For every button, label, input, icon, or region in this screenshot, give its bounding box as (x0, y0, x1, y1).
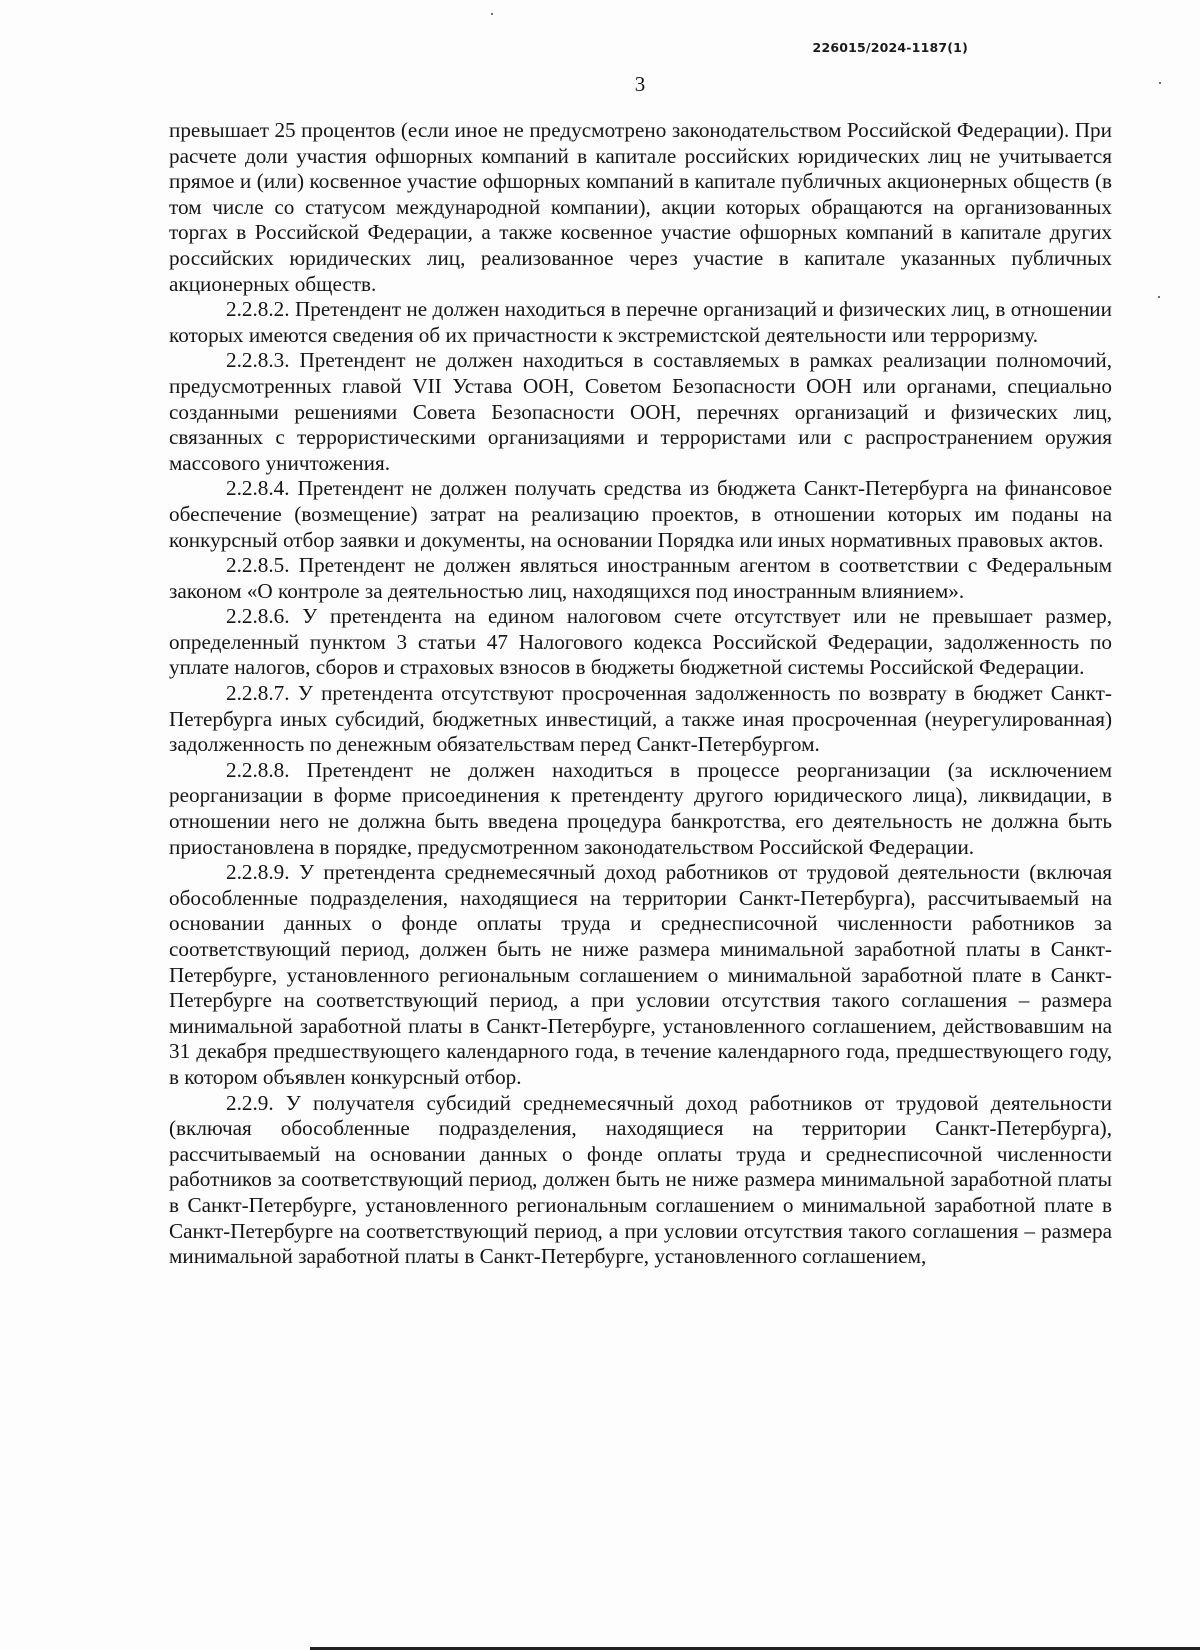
paragraph-continuation: превышает 25 процентов (если иное не предусмотрено законодательством Российской Федерации). При расчете доли участия офшорных компаний в капитале российских юридических лиц не учитывается прямое и (или) косвенное участие офшорных компаний в капитале публичных акционерных обществ (в том числе со статусом международной компании), акции которых обращаются на организованных торгах в Российской Федерации, а также косвенное участие офшорных компаний в капитале других российских юридических лиц, реализованное через участие в капитале указанных публичных акционерных обществ. (169, 118, 1112, 296)
scan-speck (1158, 296, 1160, 298)
page-number: 3 (634, 72, 646, 96)
document-body (169, 118, 1112, 1270)
document-registration-number: 226015/2024-1187(1) (812, 40, 968, 55)
paragraph-2-2-8-7: 2.2.8.7. У претендента отсутствуют просроченная задолженность по возврату в бюджет Санкт-Петербурга иных субсидий, бюджетных инвестиций, а также иная просроченная (неурегулированная) задолженность по денежным обязательствам перед Санкт-Петербургом. (169, 681, 1112, 757)
paragraph-2-2-8-5: 2.2.8.5. Претендент не должен являться иностранным агентом в соответствии с Федеральным законом «О контроле за деятельностью лиц, находящихся под иностранным влиянием». (169, 553, 1112, 603)
paragraph-2-2-8-9: 2.2.8.9. У претендента среднемесячный доход работников от трудовой деятельности (включая обособленные подразделения, находящиеся на территории Санкт-Петербурга), рассчитываемый на основании данных о фонде оплаты труда и среднесписочной численности работников за соответствующий период, должен быть не ниже размера минимальной заработной платы в Санкт-Петербурге, установленного региональным соглашением о минимальной заработной плате в Санкт-Петербурге на соответствующий период, а при условии отсутствия такого соглашения – размера минимальной заработной платы в Санкт-Петербурге, установленного соглашением, действовавшим на 31 декабря предшествующего календарного года, в течение календарного года, предшествующего году, в котором объявлен конкурсный отбор. (169, 860, 1112, 1089)
paragraph-2-2-8-8: 2.2.8.8. Претендент не должен находиться в процессе реорганизации (за исключением реорганизации в форме присоединения к претенденту другого юридического лица), ликвидации, в отношении него не должна быть введена процедура банкротства, его деятельность не должна быть приостановлена в порядке, предусмотренном законодательством Российской Федерации. (169, 757, 1112, 859)
paragraph-2-2-8-3: 2.2.8.3. Претендент не должен находиться в составляемых в рамках реализации полномочий, предусмотренных главой VII Устава ООН, Советом Безопасности ООН или органами, специально созданными решениями Совета Безопасности ООН, перечнях организаций и физических лиц, связанных с террористическими организациями и террористами или с распространением оружия массового уничтожения. (169, 348, 1112, 475)
scan-speck (491, 13, 493, 15)
paragraph-2-2-8-2: 2.2.8.2. Претендент не должен находиться в перечне организаций и физических лиц, в отношении которых имеются сведения об их причастности к экстремистской деятельности или терроризму. (169, 297, 1112, 347)
scan-speck (1159, 82, 1161, 84)
paragraph-2-2-8-4: 2.2.8.4. Претендент не должен получать средства из бюджета Санкт-Петербурга на финансовое обеспечение (возмещение) затрат на реализацию проектов, в отношении которых им поданы на конкурсный отбор заявки и документы, на основании Порядка или иных нормативных правовых актов. (169, 476, 1112, 552)
paragraph-2-2-8-6: 2.2.8.6. У претендента на едином налоговом счете отсутствует или не превышает размер, определенный пунктом 3 статьи 47 Налогового кодекса Российской Федерации, задолженность по уплате налогов, сборов и страховых взносов в бюджеты бюджетной системы Российской Федерации. (169, 604, 1112, 680)
paragraph-2-2-9: 2.2.9. У получателя субсидий среднемесячный доход работников от трудовой деятельности (включая обособленные подразделения, находящиеся на территории Санкт-Петербурга), рассчитываемый на основании данных о фонде оплаты труда и среднесписочной численности работников за соответствующий период, должен быть не ниже размера минимальной заработной платы в Санкт-Петербурге, установленного региональным соглашением о минимальной заработной плате в Санкт-Петербурге на соответствующий период, а при условии отсутствия такого соглашения – размера минимальной заработной платы в Санкт-Петербурге, установленного соглашением, (169, 1090, 1112, 1269)
